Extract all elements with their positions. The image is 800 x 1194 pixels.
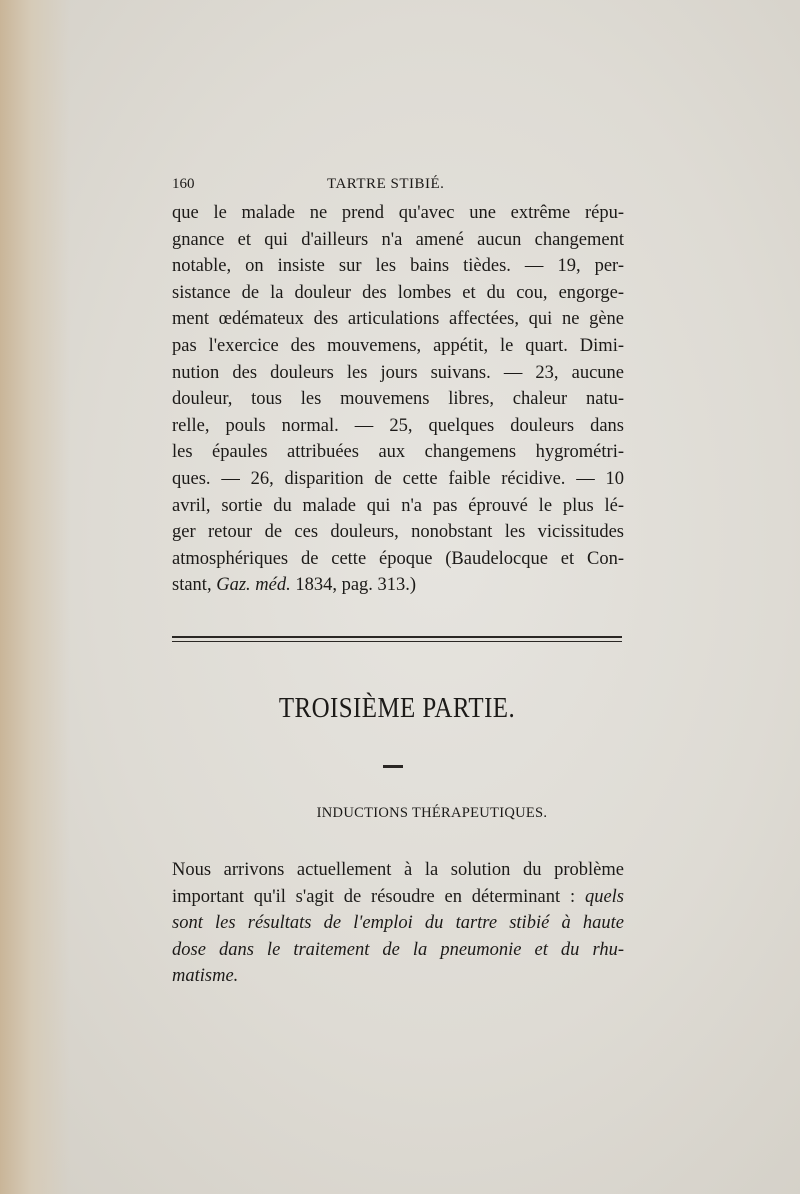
text-roman: important qu'il s'agit de résoudre en déterminant : (172, 886, 585, 907)
section-rule-thin (172, 641, 622, 642)
text-line: nution des douleurs les jours suivans. — 23, aucune (172, 362, 624, 383)
intro-paragraph (172, 857, 624, 990)
text-line: ger retour de ces douleurs, nonobstant les vicissitudes (172, 522, 624, 543)
text-line: les épaules attribuées aux changemens hygrométri- (172, 442, 624, 463)
section-rule-thick (172, 636, 622, 638)
text-line: que le malade ne prend qu'avec une extrême répu- (172, 203, 624, 223)
page-number: 160 (172, 176, 195, 192)
title-dash (383, 765, 403, 768)
text-line: ment œdémateux des articulations affectées, qui ne gène (172, 309, 624, 330)
section-title: INDUCTIONS THÉRAPEUTIQUES. (316, 805, 548, 821)
text-line: relle, pouls normal. — 25, quelques douleurs dans (172, 415, 624, 436)
case-text (172, 200, 624, 599)
text-line (172, 937, 624, 964)
text-italic: dose dans le traitement de la pneumonie et du rhu- (172, 939, 624, 960)
running-head: TARTRE STIBIÉ. (327, 176, 445, 192)
text-line: notable, on insiste sur les bains tièdes. — 19, per- (172, 256, 624, 277)
text-line: pas l'exercice des mouvemens, appétit, le quart. Dimi- (172, 335, 624, 356)
citation-line (172, 572, 624, 599)
text-italic: matisme. (172, 966, 239, 987)
text-line: sistance de la douleur des lombes et du cou, engorge- (172, 282, 624, 303)
text-line: douleur, tous les mouvemens libres, chaleur natu- (172, 389, 624, 410)
text-line (172, 884, 624, 911)
part-title: TROISIÈME PARTIE. (278, 692, 516, 724)
citation-suffix: 1834, pag. 313.) (290, 575, 417, 596)
citation-journal: Gaz. méd. (216, 575, 291, 596)
text-line (172, 963, 624, 990)
citation-prefix: stant, (172, 575, 217, 596)
text-line: avril, sortie du malade qui n'a pas éprouvé le plus lé- (172, 495, 624, 516)
text-line: gnance et qui d'ailleurs n'a amené aucun changement (172, 229, 624, 250)
text-italic: quels (584, 886, 624, 907)
text-line (172, 910, 624, 937)
text-line: atmosphériques de cette époque (Baudelocque et Con- (172, 548, 624, 569)
text-line: ques. — 26, disparition de cette faible récidive. — 10 (172, 468, 624, 489)
page-header (172, 174, 622, 196)
page-spine-shadow (0, 0, 70, 1194)
text-italic: sont les résultats de l'emploi du tartre stibié à haute (172, 913, 624, 934)
text-line: Nous arrivons actuellement à la solution du problème (172, 860, 624, 880)
